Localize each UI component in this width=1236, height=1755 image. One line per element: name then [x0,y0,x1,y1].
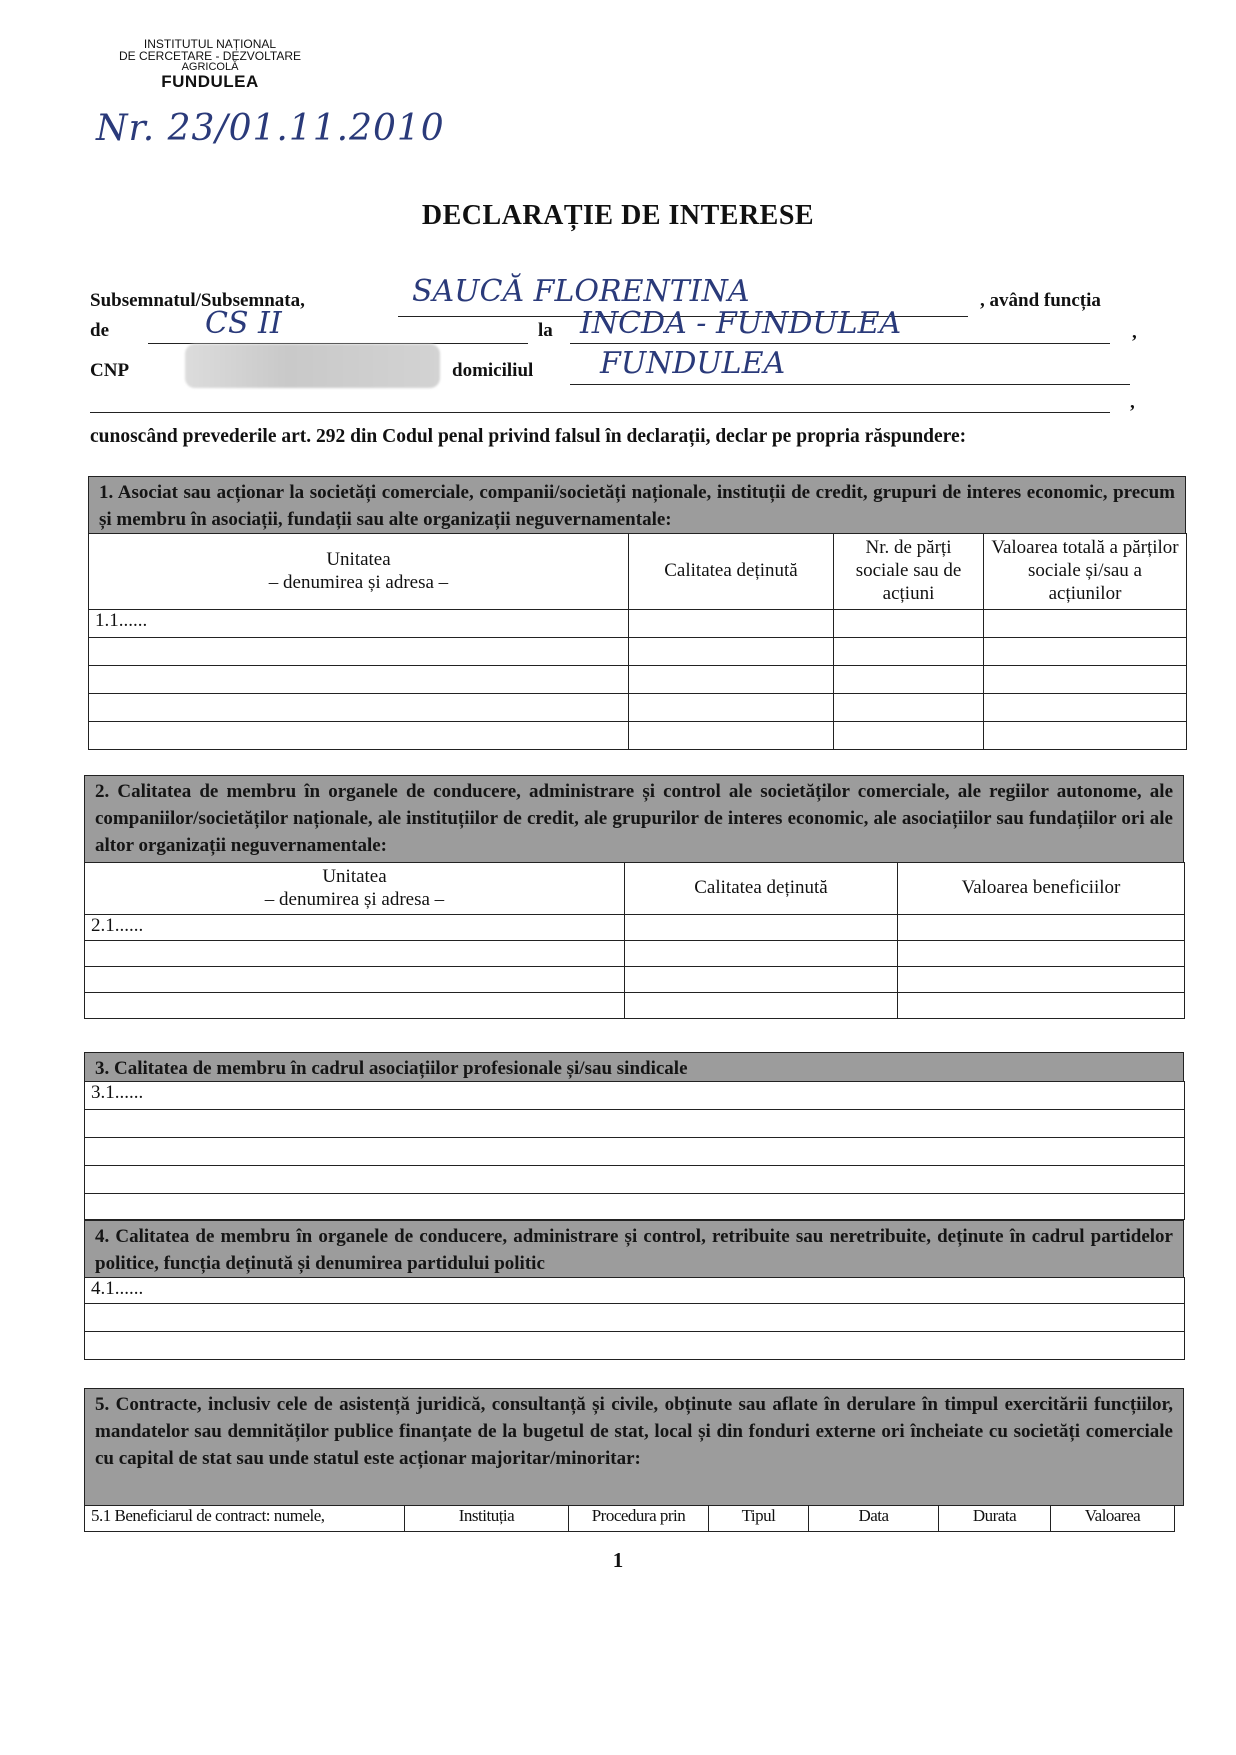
s1-col-unitatea-title: Unitatea [326,548,391,570]
table-cell[interactable] [898,941,1185,967]
table-cell[interactable] [629,722,834,750]
cnp-redacted-field [185,344,440,388]
s2-col-unitatea [85,863,625,915]
table-cell[interactable] [85,967,625,993]
table-cell[interactable] [85,1166,1185,1194]
section-1-table [88,533,1187,750]
table-cell[interactable] [898,993,1185,1019]
s1-col-unitatea [89,534,629,610]
s1-col-calitatea: Calitatea deținută [629,534,834,610]
la-underline [570,343,1110,344]
s1-col-valoarea: Valoarea totală a părților sociale și/sau a acțiunilor [984,534,1187,610]
s5-col-procedura: Procedura prin [569,1506,709,1532]
table-cell[interactable] [834,610,984,638]
s1-col-unitatea-sub: – denumirea și adresa – [268,571,449,593]
table-cell[interactable] [984,638,1187,666]
functia-field[interactable]: CS II [205,306,282,341]
s3-row-1-label: 3.1...... [85,1082,1185,1110]
table-cell[interactable] [89,638,629,666]
s2-col-calitatea: Calitatea deținută [625,863,898,915]
comma-1: , [1132,322,1137,343]
s5-col-durata: Durata [939,1506,1051,1532]
section-5-heading: 5. Contracte, inclusiv cele de asistență juridică, consultanță și civile, obținute sau aflate în derulare în timpul exercitării funcțiilor, mandatelor sau demnităților publice finanțate de la bugetul de stat, local și din fonduri externe ori încheiate cu societăți comerciale cu capital de stat sau unde statul este acționar majoritar/minoritar: [84,1388,1184,1506]
avand-functia-label: , având funcția [980,290,1101,311]
table-cell[interactable] [85,1332,1185,1360]
section-2-table [84,862,1185,1019]
table-cell[interactable] [85,1304,1185,1332]
section-2-heading: 2. Calitatea de membru în organele de conducere, administrare și control ale societăților comerciale, ale regiilor autonome, ale companiilor/societăților naționale, ale instituțiilor de credit, ale grupurilor de interes economic, ale asociațiilor sau fundațiilor ori ale altor organizații neguvernamentale: [84,775,1184,863]
domiciliul-field[interactable]: FUNDULEA [600,346,786,381]
domiciliul-label: domiciliul [452,360,534,381]
table-cell[interactable] [629,694,834,722]
s5-col-valoarea: Valoarea [1051,1506,1175,1532]
stamp-line-1: INSTITUTUL NAȚIONAL [143,37,277,51]
table-cell[interactable] [629,666,834,694]
section-4-heading: 4. Calitatea de membru în organele de conducere, administrare și control, retribuite sau neretribuite, deținute în cadrul partidelor politice, funcția deținută și denumirea partidului politic [84,1220,1184,1278]
section-5-table [84,1505,1175,1532]
s2-col-valoarea: Valoarea beneficiilor [898,863,1185,915]
table-cell[interactable] [625,993,898,1019]
table-cell[interactable] [85,1138,1185,1166]
legal-statement: cunoscând prevederile art. 292 din Codul penal privind falsul în declarații, declar pe propria răspundere: [90,426,967,447]
table-cell[interactable] [85,993,625,1019]
cnp-label: CNP [90,360,130,381]
table-cell[interactable] [85,1194,1185,1220]
table-cell[interactable] [984,666,1187,694]
page-title: DECLARAȚIE DE INTERESE [421,200,815,231]
comma-2: , [1130,392,1135,413]
s5-col-institutia: Instituția [405,1506,569,1532]
subsemnatul-label: Subsemnatul/Subsemnata, [90,290,305,311]
table-cell[interactable] [898,915,1185,941]
table-cell[interactable] [625,967,898,993]
stamp-line-4: FUNDULEA [161,72,259,91]
table-cell[interactable] [85,1110,1185,1138]
table-cell[interactable] [984,694,1187,722]
s2-col-unitatea-sub: – denumirea și adresa – [264,888,445,910]
table-cell[interactable] [89,666,629,694]
table-cell[interactable] [834,638,984,666]
section-4-table [84,1277,1185,1360]
la-field[interactable]: INCDA - FUNDULEA [580,306,902,341]
s5-col-tipul: Tipul [709,1506,809,1532]
la-label: la [538,320,553,341]
table-cell[interactable] [629,610,834,638]
table-cell[interactable] [629,638,834,666]
s1-col-nr: Nr. de părți sociale sau de acțiuni [834,534,984,610]
institution-stamp [95,38,325,90]
stamp-line-3: AGRICOLĂ [181,61,239,73]
table-cell[interactable] [984,722,1187,750]
table-cell[interactable] [89,722,629,750]
s5-col-beneficiar: 5.1 Beneficiarul de contract: numele, [85,1506,405,1532]
address-continuation-line [90,412,1110,413]
name-field[interactable]: SAUCĂ FLORENTINA [412,274,750,309]
table-cell[interactable] [834,666,984,694]
section-3-heading: 3. Calitatea de membru în cadrul asociațiilor profesionale și/sau sindicale [84,1052,1184,1082]
table-cell[interactable] [89,694,629,722]
table-cell[interactable] [984,610,1187,638]
s2-row-1-label: 2.1...... [85,915,625,941]
table-cell[interactable] [898,967,1185,993]
stamp-line-2: DE CERCETARE - DEZVOLTARE [118,49,302,63]
table-cell[interactable] [85,941,625,967]
s5-col-data: Data [809,1506,939,1532]
table-cell[interactable] [625,941,898,967]
table-cell[interactable] [625,915,898,941]
section-1-heading: 1. Asociat sau acționar la societăți comerciale, companii/societăți naționale, instituții de credit, grupuri de interes economic, precum și membru în asociații, fundații sau alte organizații neguvernamentale: [88,476,1186,534]
de-label: de [90,320,109,341]
table-cell[interactable] [834,722,984,750]
page-number: 1 [612,1548,624,1572]
s2-col-unitatea-title: Unitatea [322,865,387,887]
section-3-table [84,1081,1185,1220]
domiciliul-underline [570,384,1130,385]
s4-row-1-label: 4.1...... [85,1278,1185,1304]
registration-number: Nr. 23/01.11.2010 [96,108,445,149]
table-cell[interactable] [834,694,984,722]
s1-row-1-label: 1.1...... [89,610,629,638]
